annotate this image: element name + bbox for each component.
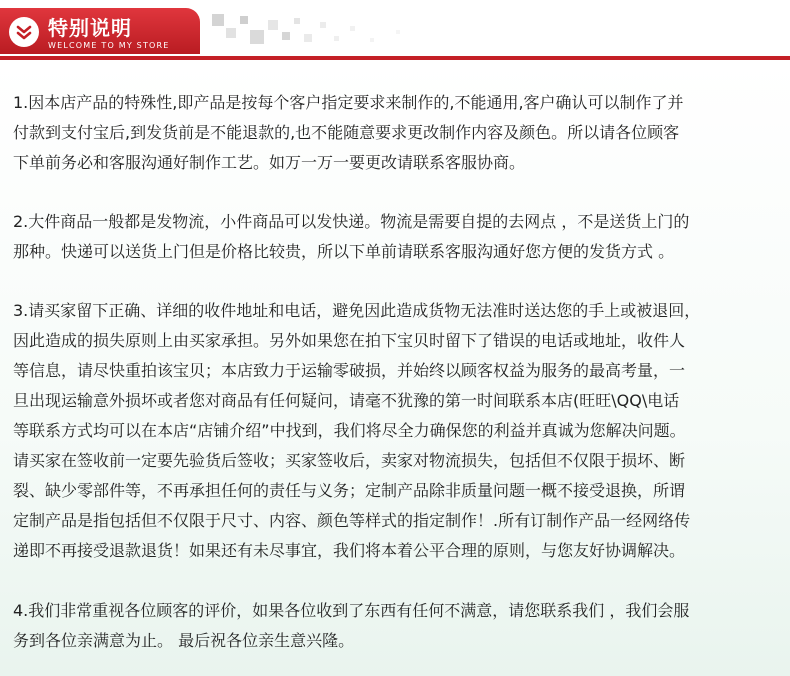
paragraph-line: 递即不再接受退款退货！如果还有未尽事宜，我们将本着公平合理的原则，与您友好协调解决。 [13, 541, 686, 560]
notice-paragraph-2 [13, 207, 783, 267]
header-badge [9, 17, 39, 47]
notice-paragraph-4 [13, 596, 783, 656]
header-subtitle: WELCOME TO MY STORE [48, 41, 170, 50]
paragraph-line: 定制产品是指包括但不仅限于尺寸、内容、颜色等样式的指定制作！.所有订制作产品一经网络传 [13, 511, 691, 530]
paragraph-line: 因此造成的损失原则上由买家承担。另外如果您在拍下宝贝时留下了错误的电话或地址，收件人 [13, 331, 686, 350]
notice-content [0, 62, 790, 676]
paragraph-line: 等信息，请尽快重拍该宝贝；本店致力于运输零破损，并始终以顾客权益为服务的最高考量，一 [13, 361, 686, 380]
paragraph-line: 3.请买家留下正确、详细的收件地址和电话，避免因此造成货物无法准时送达您的手上或被退回， [13, 301, 701, 320]
paragraph-line: 那种。快递可以送货上门但是价格比较贵，所以下单前请联系客服沟通好您方便的发货方式 。 [13, 242, 675, 261]
paragraph-line: 旦出现运输意外损坏或者您对商品有任何疑问，请毫不犹豫的第一时间联系本店(旺旺\QQ\电话 [13, 391, 680, 410]
section-header [0, 0, 790, 62]
header-title: 特别说明 [48, 16, 132, 40]
paragraph-line: 1.因本店产品的特殊性,即产品是按每个客户指定要求来制作的,不能通用,客户确认可以制作了并 [13, 93, 684, 112]
chevron-down-icon [15, 23, 33, 41]
paragraph-line: 4.我们非常重视各位顾客的评价，如果各位收到了东西有任何不满意，请您联系我们 ，我们会服 [13, 601, 690, 620]
paragraph-line: 2.大件商品一般都是发物流，小件商品可以发快递。物流是需要自提的去网点 ，不是送货上门的 [13, 212, 690, 231]
notice-paragraph-1 [13, 88, 783, 178]
notice-paragraph-3 [13, 296, 783, 566]
decorative-squares [200, 6, 500, 56]
paragraph-line: 请买家在签收前一定要先验货后签收；买家签收后，卖家对物流损失，包括但不仅限于损坏、断 [13, 451, 686, 470]
paragraph-line: 下单前务必和客服沟通好制作工艺。如万一万一要更改请联系客服协商。 [13, 153, 526, 172]
header-divider [0, 56, 790, 60]
paragraph-line: 等联系方式均可以在本店“店铺介绍”中找到，我们将尽全力确保您的利益并真诚为您解决问题。 [13, 421, 686, 440]
paragraph-line: 裂、缺少零部件等，不再承担任何的责任与义务；定制产品除非质量问题一概不接受退换，所谓 [13, 481, 686, 500]
paragraph-line: 付款到支付宝后,到发货前是不能退款的,也不能随意要求更改制作内容及颜色。所以请各位顾客 [13, 123, 680, 142]
paragraph-line: 务到各位亲满意为止。 最后祝各位亲生意兴隆。 [13, 631, 355, 650]
header-tab [0, 8, 200, 54]
